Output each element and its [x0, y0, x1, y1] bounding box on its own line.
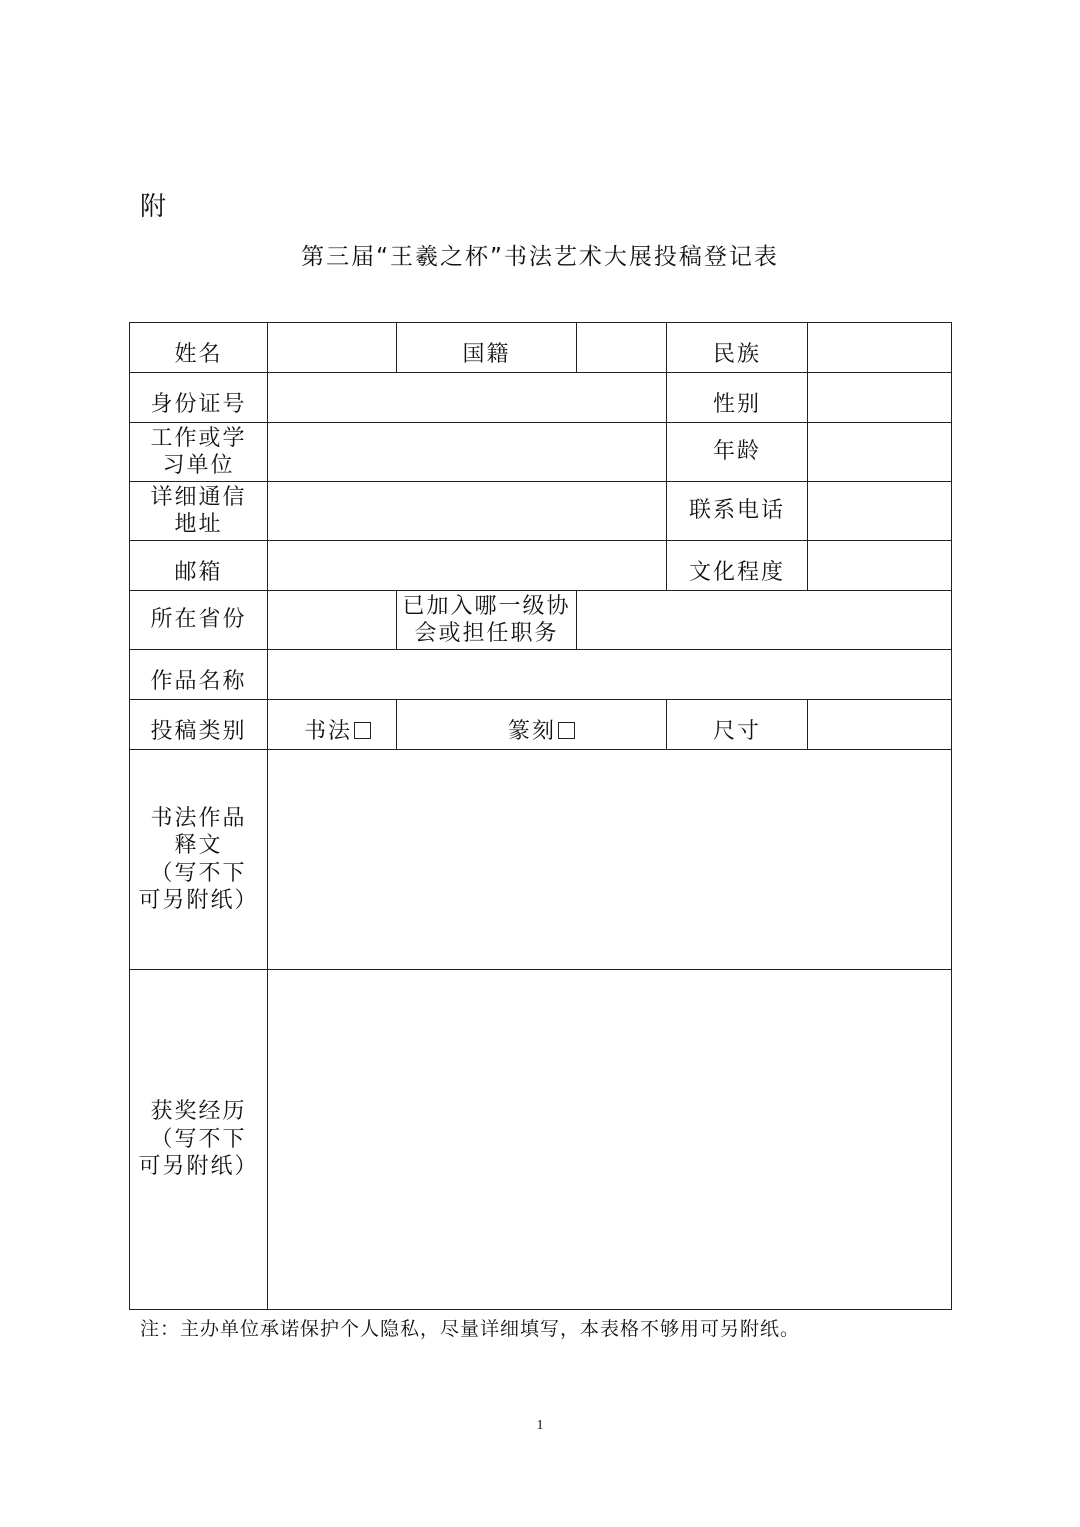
age-field[interactable] — [808, 423, 952, 482]
awards-field[interactable] — [268, 970, 952, 1310]
phone-field[interactable] — [808, 482, 952, 541]
association-label-line1: 已加入哪一级协 — [402, 593, 571, 619]
seal-option-label: 篆刻 — [508, 718, 557, 744]
work-name-field[interactable] — [268, 650, 952, 700]
size-label: 尺寸 — [667, 700, 808, 750]
age-label: 年龄 — [667, 423, 808, 482]
awards-label — [130, 970, 268, 1310]
association-field[interactable] — [577, 591, 952, 650]
transcript-field[interactable] — [268, 750, 952, 970]
nationality-label: 国籍 — [397, 323, 577, 373]
education-field[interactable] — [808, 541, 952, 591]
address-label-line1: 详细通信 — [150, 484, 247, 510]
address-label-line2: 地址 — [174, 512, 223, 537]
transcript-label-line3: （写不下 — [150, 860, 247, 886]
work-unit-label-line1: 工作或学 — [150, 425, 247, 451]
work-name-label: 作品名称 — [130, 650, 268, 700]
id-number-label: 身份证号 — [130, 373, 268, 423]
address-field[interactable] — [268, 482, 667, 541]
page-number: 1 — [536, 1418, 544, 1433]
seal-option[interactable] — [397, 700, 667, 750]
calligraphy-option-label: 书法 — [304, 718, 353, 744]
awards-label-line1: 获奖经历 — [150, 1099, 247, 1125]
education-label: 文化程度 — [667, 541, 808, 591]
association-label — [397, 591, 577, 650]
category-label: 投稿类别 — [130, 700, 268, 750]
name-label: 姓名 — [130, 323, 268, 373]
calligraphy-checkbox[interactable] — [354, 722, 371, 739]
calligraphy-option[interactable] — [268, 700, 397, 750]
nationality-field[interactable] — [577, 323, 667, 373]
gender-label: 性别 — [667, 373, 808, 423]
work-unit-label — [130, 423, 268, 482]
awards-label-line2: （写不下 — [150, 1126, 247, 1152]
transcript-label — [130, 750, 268, 970]
transcript-label-line1: 书法作品 — [150, 805, 247, 831]
ethnicity-field[interactable] — [808, 323, 952, 373]
registration-form-table — [129, 322, 952, 1310]
address-label — [130, 482, 268, 541]
ethnicity-label: 民族 — [667, 323, 808, 373]
name-field[interactable] — [268, 323, 397, 373]
seal-checkbox[interactable] — [558, 722, 575, 739]
phone-label: 联系电话 — [667, 482, 808, 541]
attachment-label: 附 — [140, 192, 167, 222]
transcript-label-line2: 释文 — [174, 833, 223, 858]
work-unit-field[interactable] — [268, 423, 667, 482]
form-title: 第三届“王羲之杯”书法艺术大展投稿登记表 — [301, 244, 779, 270]
transcript-label-line4: 可另附纸） — [138, 888, 259, 913]
gender-field[interactable] — [808, 373, 952, 423]
email-label: 邮箱 — [130, 541, 268, 591]
email-field[interactable] — [268, 541, 667, 591]
province-label: 所在省份 — [130, 591, 268, 650]
privacy-note: 注：主办单位承诺保护个人隐私，尽量详细填写，本表格不够用可另附纸。 — [140, 1318, 801, 1340]
association-label-line2: 会或担任职务 — [414, 621, 559, 646]
province-field[interactable] — [268, 591, 397, 650]
work-unit-label-line2: 习单位 — [162, 453, 235, 478]
awards-label-line3: 可另附纸） — [138, 1154, 259, 1180]
id-number-field[interactable] — [268, 373, 667, 423]
size-field[interactable] — [808, 700, 952, 750]
